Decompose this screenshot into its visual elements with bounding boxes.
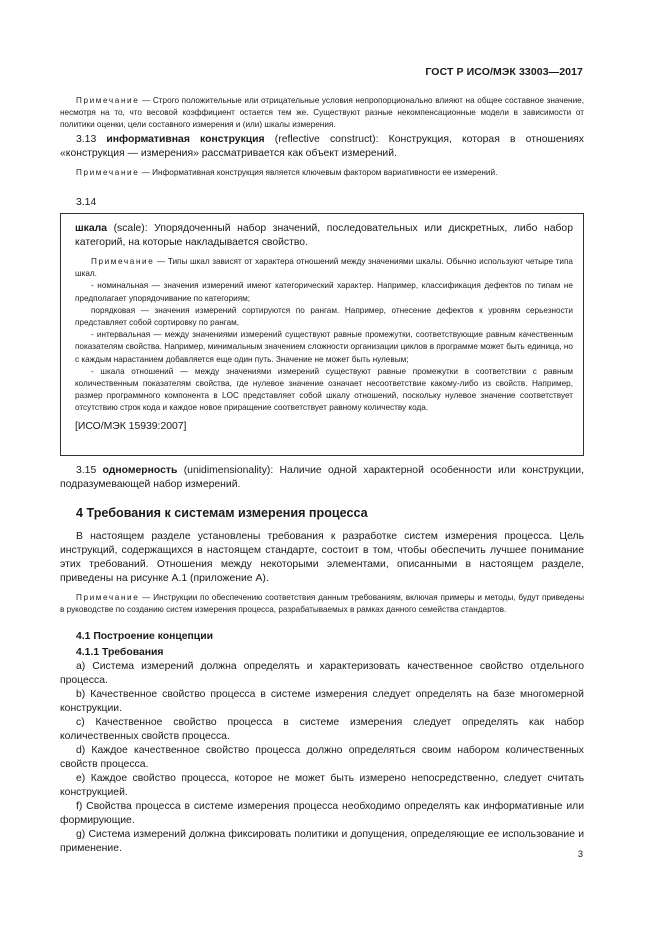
definition-3-15 xyxy=(60,464,584,492)
section-heading: 4 Требования к системам измерения процесса xyxy=(76,506,368,520)
note-label: Примечание xyxy=(76,168,140,177)
document-header: ГОСТ Р ИСО/МЭК 33003—2017 xyxy=(425,66,583,78)
note-block: Примечание — Информативная конструкция является ключевым фактором вариативности ее измерений. xyxy=(76,168,498,177)
term-name: шкала xyxy=(75,223,108,234)
definition-3-14-number: 3.14 xyxy=(76,197,97,208)
note-block: Примечание — Инструкции по обеспечению соответствия данным требованиям, включая примеры и методы, будут приведены в руководстве по созданию систем измерения процесса, разрабатываемых в рамках данного семейства стандартов. xyxy=(60,593,584,615)
term-text: (reflective construct): Конструкция, которая в отношениях «конструкция — измерения» рассматривается как объект измерений. xyxy=(60,134,584,159)
term-number: 3.13 xyxy=(76,134,107,145)
requirements-list xyxy=(60,660,584,856)
term-text: (scale): Упорядоченный набор значений, последовательных или дискретных, либо набор категорий, на которые накладывается свойство. xyxy=(75,223,573,248)
list-item: - шкала отношений — между значениями измерений существуют равные промежутки в соответствии с равным количественным показателям свойства, где нулевое значение означает несоответствие какому-либо из свойств. Например, размер программного компонента в LOC представляет собой шкалу отношений, поскольку нулевое значение соответствует отсутствию строк кода и каждое новое приращение соответствует равному количеству кода. xyxy=(75,366,573,413)
note-text: Типы шкал зависят от характера отношений между значениями шкалы. Обычно используют четыре типа шкал. xyxy=(75,257,573,279)
source-reference: [ИСО/МЭК 15939:2007] xyxy=(75,420,187,432)
requirement-item: e) Каждое свойство процесса, которое не может быть измерено непосредственно, следует считать конструкцией. xyxy=(60,773,584,798)
subsection-heading: 4.1 Построение концепции xyxy=(76,631,213,642)
subsubsection-heading: 4.1.1 Требования xyxy=(76,647,164,658)
note-label: Примечание xyxy=(76,96,140,105)
list-item: - интервальная — между значениями измерений существуют равные промежутки, соответствующие равным качественным показателям свойства. Например, минимальным значением сложности организации циклов в программе может быть единица, но с каждым нарастанием добавляется еще один путь. Значение не может быть нулевым; xyxy=(75,330,573,364)
requirement-item: b) Качественное свойство процесса в системе измерения следует определять на базе многомерной конструкции. xyxy=(60,689,584,714)
list-item: - номинальная — значения измерений имеют категорический характер. Например, классификация дефектов по типам не предполагает упорядочивание по категориям; xyxy=(75,281,573,303)
requirement-item: c) Качественное свойство процесса в системе измерения следует определять как набор количественных свойств процесса. xyxy=(60,717,584,742)
note-label: Примечание xyxy=(91,257,155,266)
section-intro: В настоящем разделе установлены требования к разработке систем измерения процесса. Цель инструкций, содержащихся в настоящем стандарте, состоит в том, чтобы обеспечить лучшее понимание этих требований. Отношения между некоторыми элементами, описанными в настоящем разделе, приведены на рисунке А.1 (приложение А). xyxy=(60,531,584,584)
term-name: одномерность xyxy=(102,465,178,476)
note-label: Примечание xyxy=(76,593,140,602)
requirement-item: f) Свойства процесса в системе измерения процесса необходимо определять как информативные или формирующие. xyxy=(60,801,584,826)
list-item: порядковая — значения измерений сортируются по рангам. Например, отнесение дефектов к уровням серьезности представляет собой сортировку по рангам, xyxy=(75,305,573,328)
requirement-item: a) Система измерений должна определять и характеризовать качественное свойство отдельного процесса. xyxy=(60,661,584,686)
term-text: (unidimensionality): Наличие одной характерной особенности или конструкции, подразумевающей набор измерений. xyxy=(60,465,584,490)
term-name: информативная конструкция xyxy=(106,134,265,145)
page-number: 3 xyxy=(577,849,583,860)
definition-3-13 xyxy=(60,133,584,161)
note-text: Строго положительные или отрицательные условия непропорционально влияют на общее составное значение, несмотря на то, что весовой коэффициент остается тем же. Существуют разные некомпенсационные модели в зависимости от политики оценки, цели составного измерения и (или) шкалы измерения. xyxy=(60,96,584,130)
requirement-item: d) Каждое качественное свойство процесса должно определяться своим набором количественных свойств процесса. xyxy=(60,745,584,770)
requirement-item: g) Система измерений должна фиксировать политики и допущения, определяющие ее использование и применение. xyxy=(60,829,584,854)
definition-box: шкала (scale): Упорядоченный набор значений, последовательных или дискретных, либо набор категорий, на которые накладывается свойство. Примечание — Типы шкал зависят от характера отношений между значениями шкалы. Обычно используют четыре типа шкал. - номинальная — значения измерений имеют категорический характер. Например, классификация дефектов по типам не предполагает упорядочивание по категориям; порядковая — значения измерений сортируются по рангам. Например, отнесение дефектов к уровням серьезности представляет собой сортировку по рангам, - интервальная — между значениями измерений существуют равные промежутки, соответствующие равным качественным показателям свойства. Например, минимальным значением сложности организации циклов в программе может быть единица, но с каждым нарастанием добавляется еще один путь. Значение не может быть нулевым; - шкала отношений — между значениями измерений существуют равные промежутки в соответствии с равным количественным показателям свойства, где нулевое значение означает несоответствие какому-либо из свойств. Например, размер программного компонента в LOC представляет собой шкалу отношений, поскольку нулевое значение соответствует отсутствию строк кода и каждое новое приращение соответствует равному количеству кода. [ИСО/МЭК 15939:2007] xyxy=(60,213,584,456)
note-block: Примечание — Строго положительные или отрицательные условия непропорционально влияют на общее составное значение, несмотря на то, что весовой коэффициент остается тем же. Существуют разные некомпенсационные модели в зависимости от политики оценки, цели составного измерения и (или) шкалы измерения. xyxy=(60,96,584,130)
term-number: 3.15 xyxy=(76,465,103,476)
note-text: Информативная конструкция является ключевым фактором вариативности ее измерений. xyxy=(152,168,498,177)
note-text: Инструкции по обеспечению соответствия данным требованиям, включая примеры и методы, будут приведены в руководстве по созданию систем измерения процесса, разрабатываемых в рамках данного семейства стандартов. xyxy=(60,593,584,615)
